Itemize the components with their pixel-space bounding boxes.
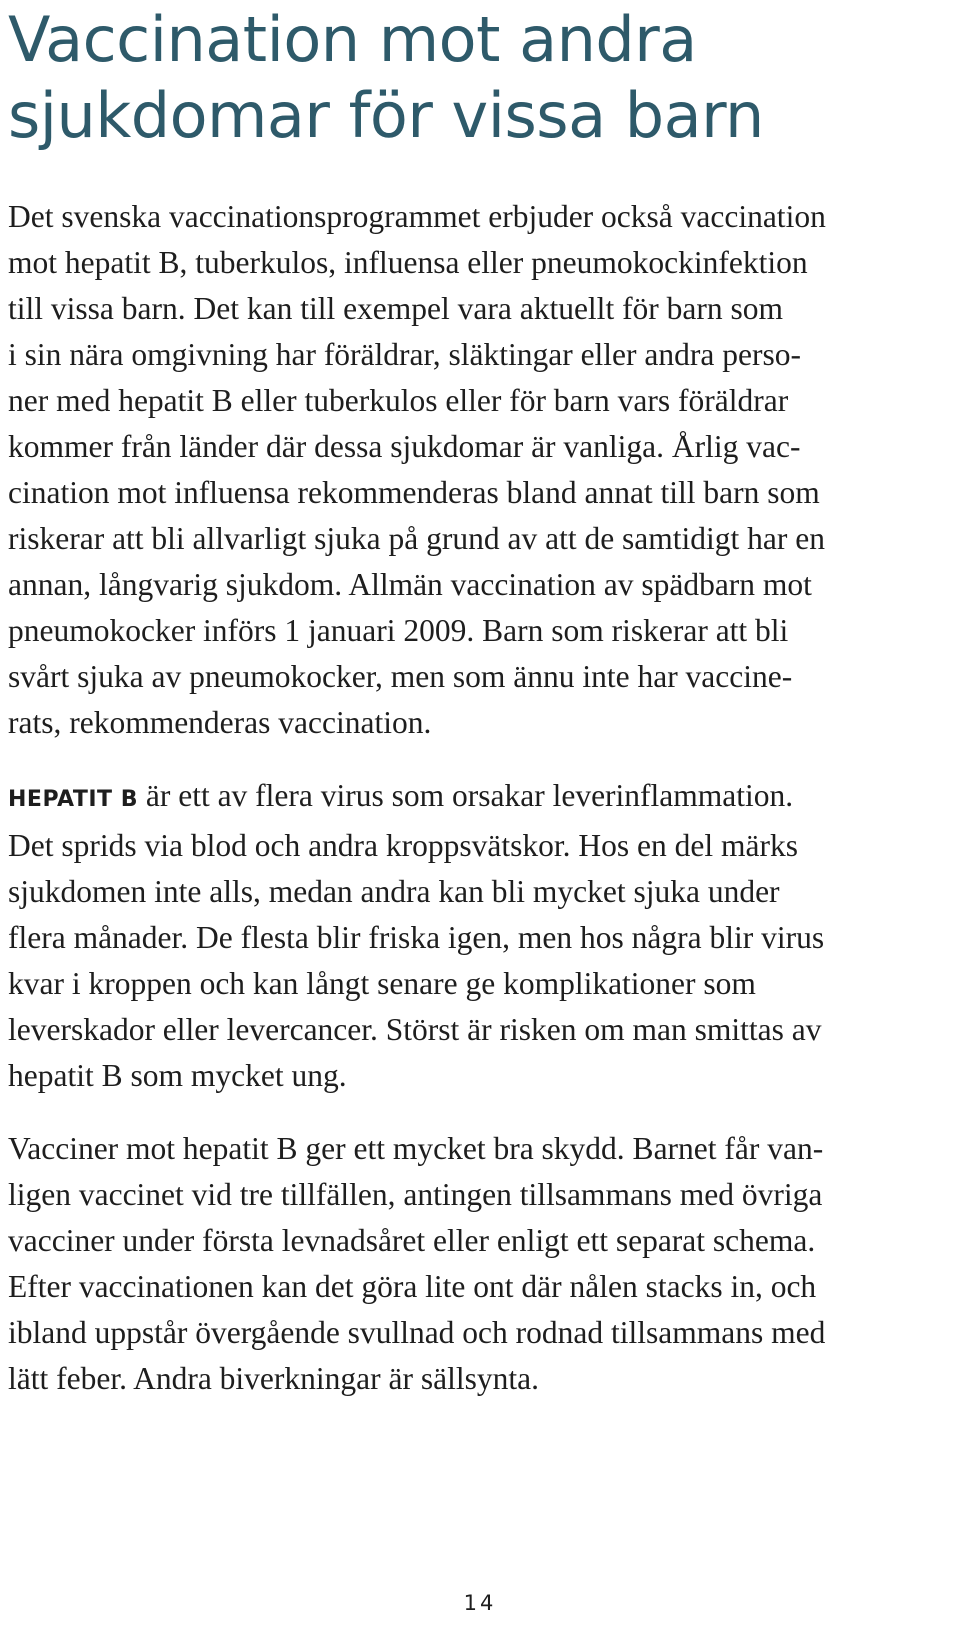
title-line: Vaccination mot andra	[8, 3, 697, 76]
text-line: Det sprids via blod och andra kroppsvätskor. Hos en del märks	[8, 828, 798, 863]
text-line: i sin nära omgivning har föräldrar, släktingar eller andra perso-	[8, 337, 801, 372]
section-lead-in: HEPATIT B	[8, 787, 138, 812]
intro-paragraph	[8, 194, 952, 746]
title-line: sjukdomar för vissa barn	[8, 79, 764, 152]
text-line: ligen vaccinet vid tre tillfällen, antingen tillsammans med övriga	[8, 1177, 823, 1212]
text-line: lätt feber. Andra biverkningar är sällsynta.	[8, 1361, 539, 1396]
page-number: 14	[463, 1591, 497, 1615]
document-page	[8, 0, 952, 1628]
text-line: riskerar att bli allvarligt sjuka på grund av att de samtidigt har en	[8, 521, 826, 556]
text-line: Vacciner mot hepatit B ger ett mycket bra skydd. Barnet får van-	[8, 1131, 824, 1166]
text-line: annan, långvarig sjukdom. Allmän vaccination av spädbarn mot	[8, 567, 812, 602]
text-line: kommer från länder där dessa sjukdomar är vanliga. Årlig vac-	[8, 429, 801, 464]
text-line: är ett av flera virus som orsakar leverinflammation.	[138, 778, 794, 813]
page-title	[8, 0, 952, 154]
text-line: Det svenska vaccinationsprogrammet erbjuder också vaccination	[8, 199, 826, 234]
text-line: ibland uppstår övergående svullnad och rodnad tillsammans med	[8, 1315, 826, 1350]
text-line: till vissa barn. Det kan till exempel vara aktuellt för barn som	[8, 291, 784, 326]
text-line: svårt sjuka av pneumokocker, men som ännu inte har vaccine-	[8, 659, 793, 694]
text-line: hepatit B som mycket ung.	[8, 1058, 347, 1093]
vaccine-paragraph	[8, 1126, 952, 1402]
text-line: leverskador eller levercancer. Störst är risken om man smittas av	[8, 1012, 822, 1047]
text-line: cination mot influensa rekommenderas bland annat till barn som	[8, 475, 820, 510]
text-line: ner med hepatit B eller tuberkulos eller för barn vars föräldrar	[8, 383, 789, 418]
text-line: pneumokocker införs 1 januari 2009. Barn som riskerar att bli	[8, 613, 789, 648]
text-line: kvar i kroppen och kan långt senare ge komplikationer som	[8, 966, 756, 1001]
text-line: mot hepatit B, tuberkulos, influensa eller pneumokockinfektion	[8, 245, 808, 280]
text-line: sjukdomen inte alls, medan andra kan bli mycket sjuka under	[8, 874, 780, 909]
text-line: Efter vaccinationen kan det göra lite ont där nålen stacks in, och	[8, 1269, 817, 1304]
text-line: vacciner under första levnadsåret eller enligt ett separat schema.	[8, 1223, 816, 1258]
text-line: flera månader. De flesta blir friska igen, men hos några blir virus	[8, 920, 825, 955]
hepatitis-b-paragraph	[8, 773, 952, 1099]
text-line: rats, rekommenderas vaccination.	[8, 705, 432, 740]
